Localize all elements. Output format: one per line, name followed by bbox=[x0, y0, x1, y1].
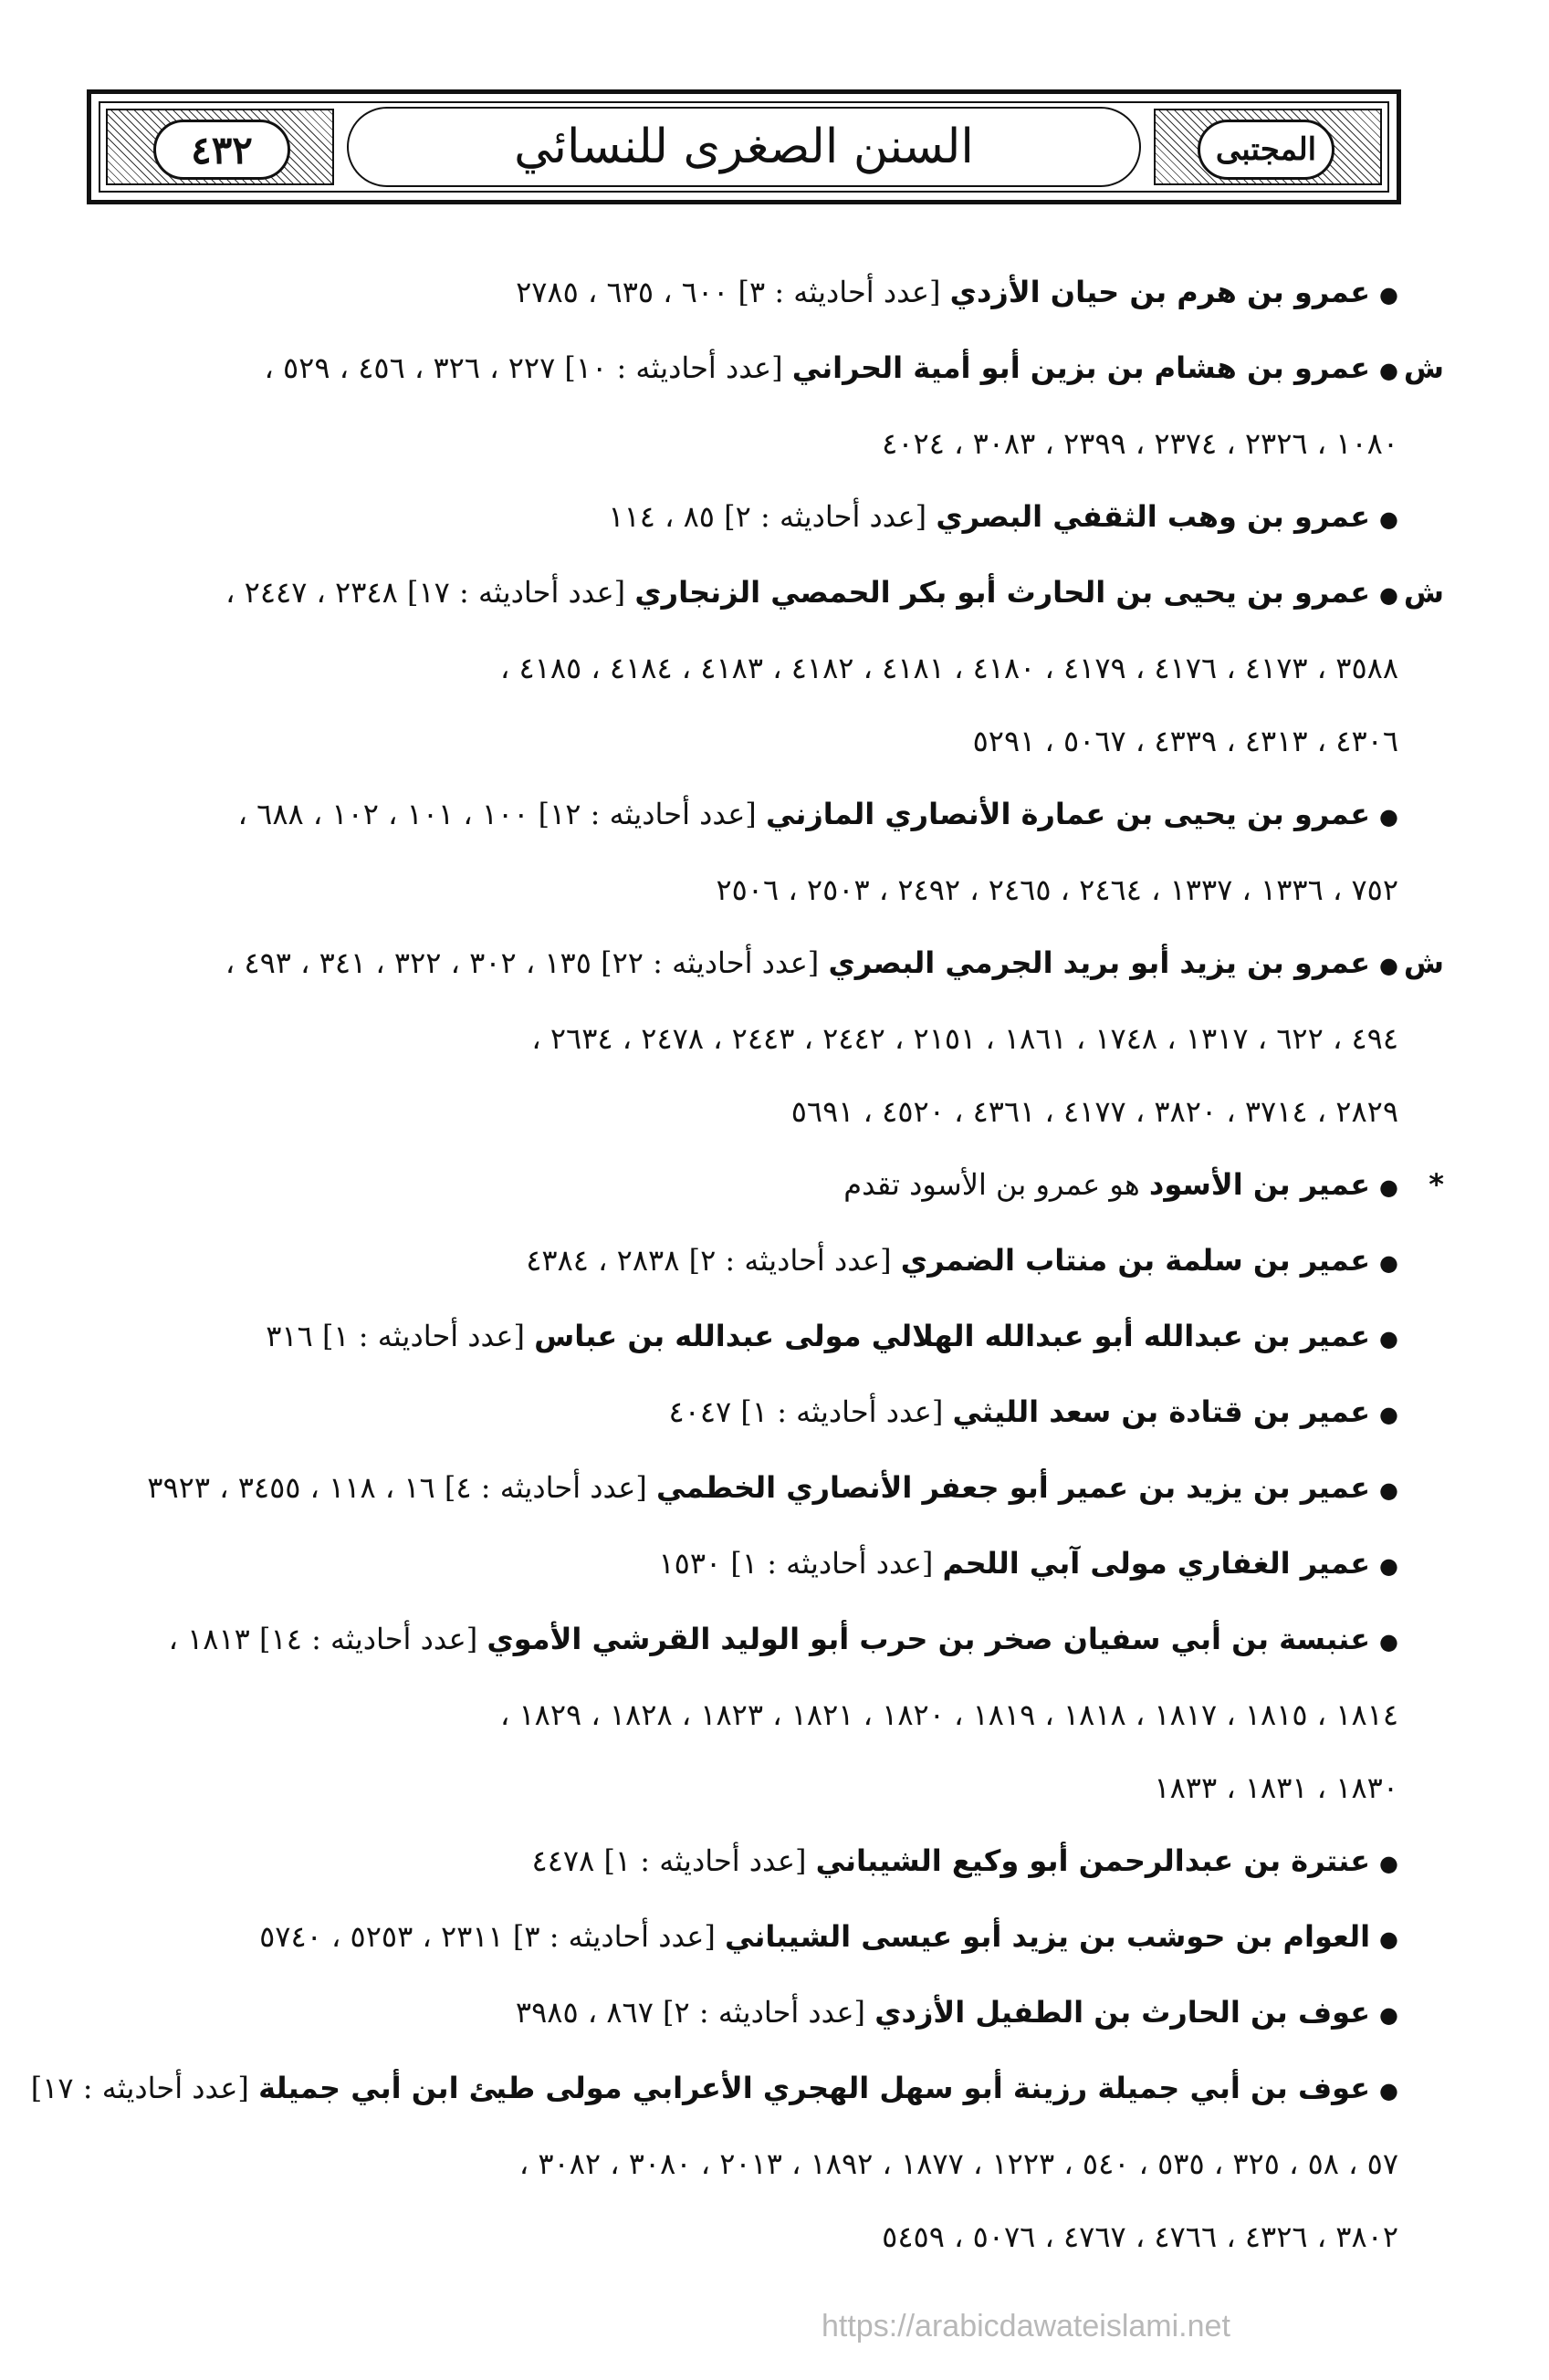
list-item bbox=[73, 926, 1444, 1148]
entry-marker: ش bbox=[1403, 945, 1444, 980]
entry-marker: ش bbox=[1403, 575, 1444, 610]
entry-first-line bbox=[73, 1148, 1398, 1224]
hadith-numbers: [عدد أحاديثه : ١] ٤٤٧٨ bbox=[531, 1843, 807, 1878]
entry-list bbox=[30, 256, 1444, 2273]
entry-continuation-line bbox=[73, 1075, 1398, 1148]
hadith-numbers: [عدد أحاديثه : ١٧] ٢٣٤٨ ، ٢٤٤٧ ، bbox=[225, 575, 626, 610]
page-number-medallion bbox=[153, 120, 290, 180]
list-item bbox=[73, 1527, 1424, 1602]
entry-continuation-line bbox=[73, 705, 1398, 778]
narrator-name: عمير الغفاري مولى آبي اللحم bbox=[942, 1546, 1371, 1581]
entry-first-line bbox=[73, 778, 1398, 853]
entry-first-line bbox=[73, 256, 1398, 331]
bullet-icon: ● bbox=[1379, 1250, 1398, 1276]
hadith-numbers: ٤٣٠٦ ، ٤٣١٣ ، ٤٣٣٩ ، ٥٠٦٧ ، ٥٢٩١ bbox=[972, 724, 1398, 758]
entry-marker: ش bbox=[1403, 350, 1444, 385]
entry-first-line bbox=[73, 556, 1398, 632]
hadith-numbers: ٣٨٠٢ ، ٤٣٢٦ ، ٤٧٦٦ ، ٤٧٦٧ ، ٥٠٧٦ ، ٥٤٥٩ bbox=[882, 2219, 1398, 2254]
narrator-name: عمرو بن يحيى بن الحارث أبو بكر الحمصي الزنجاري bbox=[634, 575, 1371, 610]
hadith-numbers: ١٠٨٠ ، ٢٣٢٦ ، ٢٣٧٤ ، ٢٣٩٩ ، ٣٠٨٣ ، ٤٠٢٤ bbox=[882, 426, 1398, 461]
bullet-icon: ● bbox=[1379, 1629, 1398, 1655]
entry-first-line bbox=[73, 1602, 1398, 1678]
narrator-name: عمرو بن هشام بن بزين أبو أمية الحراني bbox=[791, 350, 1371, 385]
hadith-numbers: [عدد أحاديثه : ١] ٣١٦ bbox=[266, 1319, 525, 1353]
bullet-icon: ● bbox=[1379, 1553, 1398, 1579]
hadith-numbers: [عدد أحاديثه : ٢] ٨٥ ، ١١٤ bbox=[608, 499, 927, 534]
hadith-numbers: [عدد أحاديثه : ١٧] bbox=[30, 2071, 249, 2105]
narrator-name: عوف بن أبي جميلة رزينة أبو سهل الهجري الأعرابي مولى طيئ ابن أبي جميلة bbox=[258, 2071, 1371, 2105]
narrator-name: عمير بن عبدالله أبو عبدالله الهلالي مولى عبدالله بن عباس bbox=[534, 1319, 1371, 1353]
hadith-numbers: [عدد أحاديثه : ١٤] ١٨١٣ ، bbox=[168, 1622, 478, 1656]
hadith-numbers: [عدد أحاديثه : ١٠] ٢٢٧ ، ٣٢٦ ، ٤٥٦ ، ٥٢٩ ، bbox=[264, 350, 783, 385]
hadith-numbers: ٧٥٢ ، ١٣٣٦ ، ١٣٣٧ ، ٢٤٦٤ ، ٢٤٦٥ ، ٢٤٩٢ ، ٢٥٠٣ ، ٢٥٠٦ bbox=[716, 872, 1398, 907]
entry-continuation-line bbox=[73, 632, 1398, 705]
entry-marker: * bbox=[1429, 1167, 1444, 1202]
entry-continuation-line bbox=[73, 2127, 1398, 2200]
hadith-numbers: [عدد أحاديثه : ١٢] ١٠٠ ، ١٠١ ، ١٠٢ ، ٦٨٨ ، bbox=[237, 797, 757, 831]
hadith-numbers: ١٨٣٠ ، ١٨٣١ ، ١٨٣٣ bbox=[1154, 1770, 1398, 1805]
bullet-icon: ● bbox=[1379, 1926, 1398, 1952]
entry-first-line bbox=[30, 2051, 1398, 2127]
entry-continuation-line bbox=[73, 2200, 1398, 2273]
list-item bbox=[73, 256, 1424, 331]
narrator-name: عمرو بن هرم بن حيان الأزدي bbox=[949, 275, 1371, 309]
hadith-numbers: [عدد أحاديثه : ١] ٤٠٤٧ bbox=[668, 1394, 944, 1429]
narrator-name: عمير بن قتادة بن سعد الليثي bbox=[952, 1394, 1371, 1429]
narrator-name: العوام بن حوشب بن يزيد أبو عيسى الشيباني bbox=[725, 1919, 1371, 1954]
header-frame bbox=[99, 101, 1389, 193]
list-item bbox=[73, 1451, 1424, 1527]
bullet-icon: ● bbox=[1379, 1477, 1398, 1503]
hadith-numbers: [عدد أحاديثه : ٢٢] ١٣٥ ، ٣٠٢ ، ٣٢٢ ، ٣٤١ ، ٤٩٣ ، bbox=[225, 945, 820, 980]
bullet-icon: ● bbox=[1379, 582, 1398, 608]
entry-first-line bbox=[73, 331, 1398, 407]
bullet-icon: ● bbox=[1379, 804, 1398, 830]
entry-continuation-line bbox=[73, 1002, 1398, 1075]
hadith-numbers: [عدد أحاديثه : ٢] ٨٦٧ ، ٣٩٨٥ bbox=[515, 1995, 866, 2030]
page-header bbox=[87, 89, 1401, 204]
list-item bbox=[73, 480, 1424, 556]
bullet-icon: ● bbox=[1379, 1851, 1398, 1876]
bullet-icon: ● bbox=[1379, 953, 1398, 978]
bullet-icon: ● bbox=[1379, 1402, 1398, 1427]
entry-first-line bbox=[73, 926, 1398, 1002]
bullet-icon: ● bbox=[1379, 1174, 1398, 1200]
hadith-numbers: [عدد أحاديثه : ٤] ١٦ ، ١١٨ ، ٣٤٥٥ ، ٣٩٢٣ bbox=[147, 1470, 647, 1505]
hadith-numbers: ٣٥٨٨ ، ٤١٧٣ ، ٤١٧٦ ، ٤١٧٩ ، ٤١٨٠ ، ٤١٨١ ، ٤١٨٢ ، ٤١٨٣ ، ٤١٨٤ ، ٤١٨٥ ، bbox=[499, 651, 1398, 685]
hadith-numbers: [عدد أحاديثه : ١] ١٥٣٠ bbox=[658, 1546, 934, 1581]
entry-first-line bbox=[73, 1451, 1398, 1527]
narrator-name: عنبسة بن أبي سفيان صخر بن حرب أبو الوليد القرشي الأموي bbox=[487, 1622, 1371, 1656]
hadith-numbers: ٥٧ ، ٥٨ ، ٣٢٥ ، ٥٣٥ ، ٥٤٠ ، ١٢٢٣ ، ١٨٧٧ ، ١٨٩٢ ، ٢٠١٣ ، ٣٠٨٠ ، ٣٠٨٢ ، bbox=[518, 2146, 1398, 2181]
entry-first-line bbox=[73, 480, 1398, 556]
narrator-name: عمير بن الأسود bbox=[1148, 1167, 1371, 1202]
bullet-icon: ● bbox=[1379, 2002, 1398, 2028]
hadith-numbers: هو عمرو بن الأسود تقدم bbox=[843, 1167, 1140, 1202]
hadith-numbers: ٢٨٢٩ ، ٣٧١٤ ، ٣٨٢٠ ، ٤١٧٧ ، ٤٣٦١ ، ٤٥٢٠ ، ٥٦٩١ bbox=[790, 1094, 1398, 1129]
entry-first-line bbox=[73, 1900, 1398, 1976]
entry-first-line bbox=[73, 1375, 1398, 1451]
narrator-name: عنترة بن عبدالرحمن أبو وكيع الشيباني bbox=[815, 1843, 1371, 1878]
list-item bbox=[73, 1148, 1444, 1224]
entry-continuation-line bbox=[73, 1678, 1398, 1751]
list-item bbox=[73, 1900, 1424, 1976]
narrator-name: عمير بن يزيد بن عمير أبو جعفر الأنصاري الخطمي bbox=[656, 1470, 1371, 1505]
bullet-icon: ● bbox=[1379, 506, 1398, 532]
bullet-icon: ● bbox=[1379, 282, 1398, 308]
entry-first-line bbox=[73, 1300, 1398, 1375]
entry-first-line bbox=[73, 1824, 1398, 1900]
title-cartouche bbox=[347, 107, 1141, 187]
entry-first-line bbox=[73, 1527, 1398, 1602]
narrator-name: عمير بن سلمة بن منتاب الضمري bbox=[900, 1243, 1371, 1278]
page-number: ٤٣٢ bbox=[191, 127, 253, 172]
list-item bbox=[73, 1602, 1424, 1824]
bullet-icon: ● bbox=[1379, 2078, 1398, 2103]
entry-continuation-line bbox=[73, 853, 1398, 926]
entry-continuation-line bbox=[73, 1751, 1398, 1824]
list-item bbox=[73, 778, 1424, 926]
list-item bbox=[73, 1976, 1424, 2051]
hadith-numbers: [عدد أحاديثه : ٣] ٦٠٠ ، ٦٣٥ ، ٢٧٨٥ bbox=[516, 275, 941, 309]
list-item bbox=[30, 2051, 1424, 2273]
narrator-name: عمرو بن وهب الثقفي البصري bbox=[936, 499, 1371, 534]
watermark: https://arabicdawateislami.net bbox=[822, 2309, 1230, 2343]
entry-first-line bbox=[73, 1224, 1398, 1300]
list-item bbox=[73, 556, 1444, 778]
entry-first-line bbox=[73, 1976, 1398, 2051]
narrator-name: عمرو بن يزيد أبو بريد الجرمي البصري bbox=[828, 945, 1371, 980]
narrator-name: عمرو بن يحيى بن عمارة الأنصاري المازني bbox=[765, 797, 1371, 831]
hadith-numbers: [عدد أحاديثه : ٢] ٢٨٣٨ ، ٤٣٨٤ bbox=[526, 1243, 892, 1278]
hadith-numbers: [عدد أحاديثه : ٣] ٢٣١١ ، ٥٢٥٣ ، ٥٧٤٠ bbox=[259, 1919, 716, 1954]
narrator-name: عوف بن الحارث بن الطفيل الأزدي bbox=[874, 1995, 1371, 2030]
bullet-icon: ● bbox=[1379, 358, 1398, 383]
book-name-medallion bbox=[1198, 120, 1334, 180]
list-item bbox=[73, 1224, 1424, 1300]
bullet-icon: ● bbox=[1379, 1326, 1398, 1352]
list-item bbox=[73, 1300, 1424, 1375]
page-title: السنن الصغرى للنسائي bbox=[514, 120, 974, 174]
hadith-numbers: ١٨١٤ ، ١٨١٥ ، ١٨١٧ ، ١٨١٨ ، ١٨١٩ ، ١٨٢٠ ، ١٨٢١ ، ١٨٢٣ ، ١٨٢٨ ، ١٨٢٩ ، bbox=[499, 1697, 1398, 1732]
list-item bbox=[73, 1375, 1424, 1451]
entry-continuation-line bbox=[73, 407, 1398, 480]
right-ornament bbox=[1154, 109, 1382, 185]
book-name: المجتبى bbox=[1215, 131, 1317, 168]
left-ornament bbox=[106, 109, 334, 185]
hadith-numbers: ٤٩٤ ، ٦٢٢ ، ١٣١٧ ، ١٧٤٨ ، ١٨٦١ ، ٢١٥١ ، ٢٤٤٢ ، ٢٤٤٣ ، ٢٤٧٨ ، ٢٦٣٤ ، bbox=[531, 1021, 1398, 1056]
list-item bbox=[73, 1824, 1424, 1900]
list-item bbox=[73, 331, 1444, 480]
